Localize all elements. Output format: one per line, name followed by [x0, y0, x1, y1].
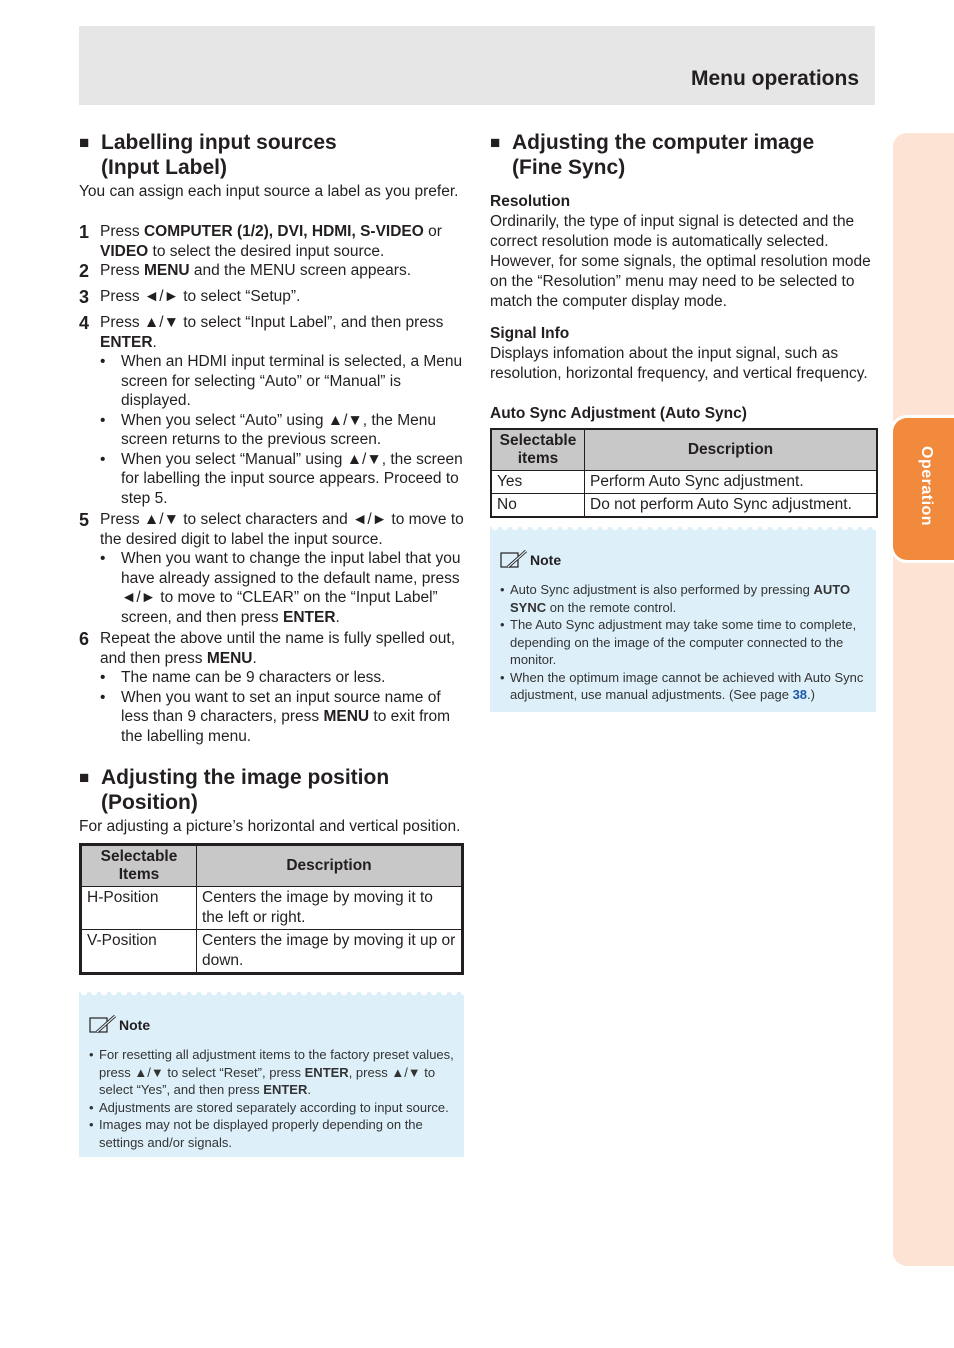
- note-text: The Auto Sync adjustment may take some time to complete, depending on the image of the computer connected to the monitor.: [510, 617, 857, 667]
- step-5: [79, 510, 467, 627]
- pencil-note-icon: [500, 549, 530, 571]
- step-text: Press ◄/► to select “Setup”.: [100, 288, 301, 305]
- section-intro: You can assign each input source a label as you prefer.: [79, 183, 459, 200]
- note-text: For resetting all adjustment items to the factory preset values, press ▲/▼ to select “Reset”, press: [99, 1047, 454, 1080]
- step-6: [79, 629, 467, 746]
- note-text: , press ▲/▼ to select “Yes”, and then press: [99, 1064, 436, 1097]
- list-item: • The name can be 9 characters or less.: [100, 669, 386, 686]
- button-name: ENTER: [263, 1082, 308, 1097]
- list-item: • When an HDMI input terminal is selected, a Menu screen for selecting “Auto” or “Manual” is displayed.: [100, 352, 467, 411]
- pencil-note-icon: [89, 1014, 119, 1036]
- note-box-position: [79, 992, 464, 1157]
- button-name: ENTER: [304, 1064, 349, 1080]
- position-table: [81, 845, 462, 973]
- button-name: MENU: [323, 708, 370, 725]
- table-cell: Perform Auto Sync adjustment.: [585, 471, 877, 494]
- list-item: • When you select “Manual” using ▲/▼, the screen for labelling the input source appears. Proceed to step 5.: [100, 450, 467, 509]
- step-number: 6: [79, 629, 90, 649]
- table-header: Description: [197, 846, 462, 887]
- table-cell: Yes: [492, 471, 585, 494]
- table-header: Selectable Items: [82, 846, 197, 887]
- bullet-text: .: [335, 608, 340, 626]
- position-table-frame: [79, 843, 464, 975]
- section-intro: For adjusting a picture’s horizontal and vertical position.: [79, 818, 461, 835]
- note-label: Note: [119, 1017, 151, 1033]
- note-item: • When the optimum image cannot be achieved with Auto Sync adjustment, use manual adjustments. (See page 38.): [500, 669, 864, 702]
- step-text: Press ▲/▼ to select “Input Label”, and then press: [100, 314, 444, 331]
- step-text: Repeat the above until the name is fully spelled out, and then press: [100, 630, 456, 667]
- resolution-heading: Resolution: [490, 193, 571, 210]
- section-title-input-label: [79, 130, 467, 180]
- auto-sync-table-frame: [490, 428, 878, 518]
- side-tab-background: [893, 133, 954, 1266]
- note-item: • The Auto Sync adjustment may take some time to complete, depending on the image of the computer connected to the monitor.: [500, 616, 866, 669]
- step-number: 4: [79, 313, 90, 333]
- title-line: Adjusting the image position: [101, 766, 390, 789]
- button-name: AUTO SYNC: [510, 582, 851, 615]
- auto-sync-table: [491, 429, 877, 517]
- auto-sync-heading: Auto Sync Adjustment (Auto Sync): [490, 405, 747, 422]
- list-item: • When you want to set an input source name of less than 9 characters, press MENU to exit from the labelling menu.: [100, 688, 451, 745]
- bullet-text: When an HDMI input terminal is selected, a Menu screen for selecting “Auto” or “Manual” is displayed.: [121, 353, 463, 409]
- button-name: COMPUTER (1/2), DVI, HDMI, S-VIDEO: [143, 223, 424, 240]
- note-text: on the remote control.: [546, 599, 677, 615]
- note-item: • Images may not be displayed properly depending on the settings and/or signals.: [89, 1116, 454, 1151]
- button-name: ENTER: [283, 608, 336, 626]
- table-cell: Centers the image by moving it to the left or right.: [197, 887, 462, 930]
- note-box-auto-sync: [490, 527, 876, 712]
- step-2: [79, 261, 467, 281]
- side-tab-label: Operation: [918, 446, 935, 527]
- signal-info-text: Displays infomation about the input signal, such as resolution, horizontal frequency, and vertical frequency.: [490, 345, 868, 382]
- title-line: (Fine Sync): [512, 156, 626, 179]
- title-line: Labelling input sources: [101, 131, 337, 154]
- page-title: Menu operations: [690, 67, 859, 90]
- note-label: Note: [530, 552, 562, 568]
- step-text: and the MENU screen appears.: [189, 262, 411, 279]
- step-text: Press: [100, 223, 144, 240]
- table-row: [492, 471, 877, 494]
- step-1: [79, 222, 467, 261]
- table-cell: V-Position: [82, 930, 197, 973]
- signal-info-heading: Signal Info: [490, 325, 570, 342]
- table-cell: H-Position: [82, 887, 197, 930]
- table-header: Selectable items: [492, 430, 585, 471]
- step-text: .: [152, 333, 157, 351]
- bullet-text: to exit from the labelling menu.: [121, 708, 451, 745]
- step-number: 3: [79, 287, 90, 307]
- note-text: When the optimum image cannot be achieved with Auto Sync adjustment, use manual adjustments. (See page: [510, 669, 864, 702]
- title-line: (Input Label): [101, 156, 227, 179]
- step-4: [79, 313, 467, 508]
- title-line: Adjusting the computer image: [512, 131, 815, 154]
- step-text: or: [423, 223, 442, 240]
- steps-list: [79, 222, 467, 746]
- step-number: 2: [79, 261, 90, 281]
- list-item: • When you want to change the input label that you have already assigned to the default name, press ◄/► to move to “CLEAR” on the “Input Label” screen, and then press ENTER.: [100, 550, 461, 626]
- note-item: • Auto Sync adjustment is also performed by pressing AUTO SYNC on the remote control.: [500, 582, 851, 615]
- note-text: .): [807, 687, 815, 702]
- button-name: ENTER: [100, 333, 153, 351]
- table-row: [82, 887, 462, 930]
- button-name: MENU: [143, 262, 190, 279]
- note-text: Images may not be displayed properly depending on the settings and/or signals.: [99, 1117, 423, 1150]
- bullet-text: The name can be 9 characters or less.: [121, 669, 386, 686]
- square-bullet-icon: ■: [79, 133, 90, 152]
- table-row: [82, 930, 462, 973]
- step-text: Press: [100, 262, 144, 279]
- bullet-text: When you select “Auto” using ▲/▼, the Menu screen returns to the previous screen.: [121, 411, 436, 448]
- table-cell: No: [492, 494, 585, 517]
- bullet-text: When you want to set an input source name of less than 9 characters, press: [121, 688, 441, 725]
- note-text: Auto Sync adjustment is also performed by pressing: [510, 582, 814, 597]
- step-text: to select the desired input source.: [148, 242, 385, 260]
- section-title-fine-sync: [490, 130, 880, 180]
- square-bullet-icon: ■: [490, 133, 501, 152]
- step-number: 5: [79, 510, 90, 530]
- table-header: Description: [585, 430, 877, 471]
- table-cell: Do not perform Auto Sync adjustment.: [585, 494, 877, 517]
- list-item: • When you select “Auto” using ▲/▼, the Menu screen returns to the previous screen.: [100, 411, 467, 450]
- bullet-text: When you want to change the input label that you have already assigned to the default name, press ◄/► to move to “CLEAR” on the “Input Label” screen, and then press: [121, 550, 461, 626]
- section-title-position: [79, 765, 467, 815]
- note-heading: [500, 549, 866, 571]
- note-text: Adjustments are stored separately according to input source.: [99, 1099, 449, 1115]
- note-heading: [89, 1014, 454, 1036]
- table-cell: Centers the image by moving it up or down.: [197, 930, 462, 973]
- step-text: Press ▲/▼ to select characters and ◄/► to move to the desired digit to label the input source.: [100, 511, 464, 548]
- square-bullet-icon: ■: [79, 768, 90, 787]
- step-3: [79, 287, 467, 307]
- page-link[interactable]: 38: [792, 687, 808, 702]
- note-item: • Adjustments are stored separately according to input source.: [89, 1099, 449, 1115]
- table-row: [492, 494, 877, 517]
- right-column: [490, 130, 880, 712]
- title-line: (Position): [101, 791, 198, 814]
- button-name: VIDEO: [100, 242, 149, 260]
- left-column: [79, 130, 467, 1157]
- step-text: .: [252, 649, 257, 667]
- page-header: [79, 26, 875, 105]
- note-item: • For resetting all adjustment items to the factory preset values, press ▲/▼ to select “Reset”, press ENTER, press ▲/▼ to select “Yes”, and then press ENTER.: [89, 1047, 454, 1097]
- button-name: MENU: [206, 649, 253, 667]
- bullet-text: When you select “Manual” using ▲/▼, the screen for labelling the input source appears. Proceed to step 5.: [121, 450, 463, 507]
- resolution-text: Ordinarily, the type of input signal is detected and the correct resolution mode is automatically selected. However, for some signals, the optimal resolution mode on the “Resolution” menu may need to be selected to match the computer display mode.: [490, 213, 871, 310]
- note-text: .: [307, 1082, 311, 1097]
- step-number: 1: [79, 222, 90, 242]
